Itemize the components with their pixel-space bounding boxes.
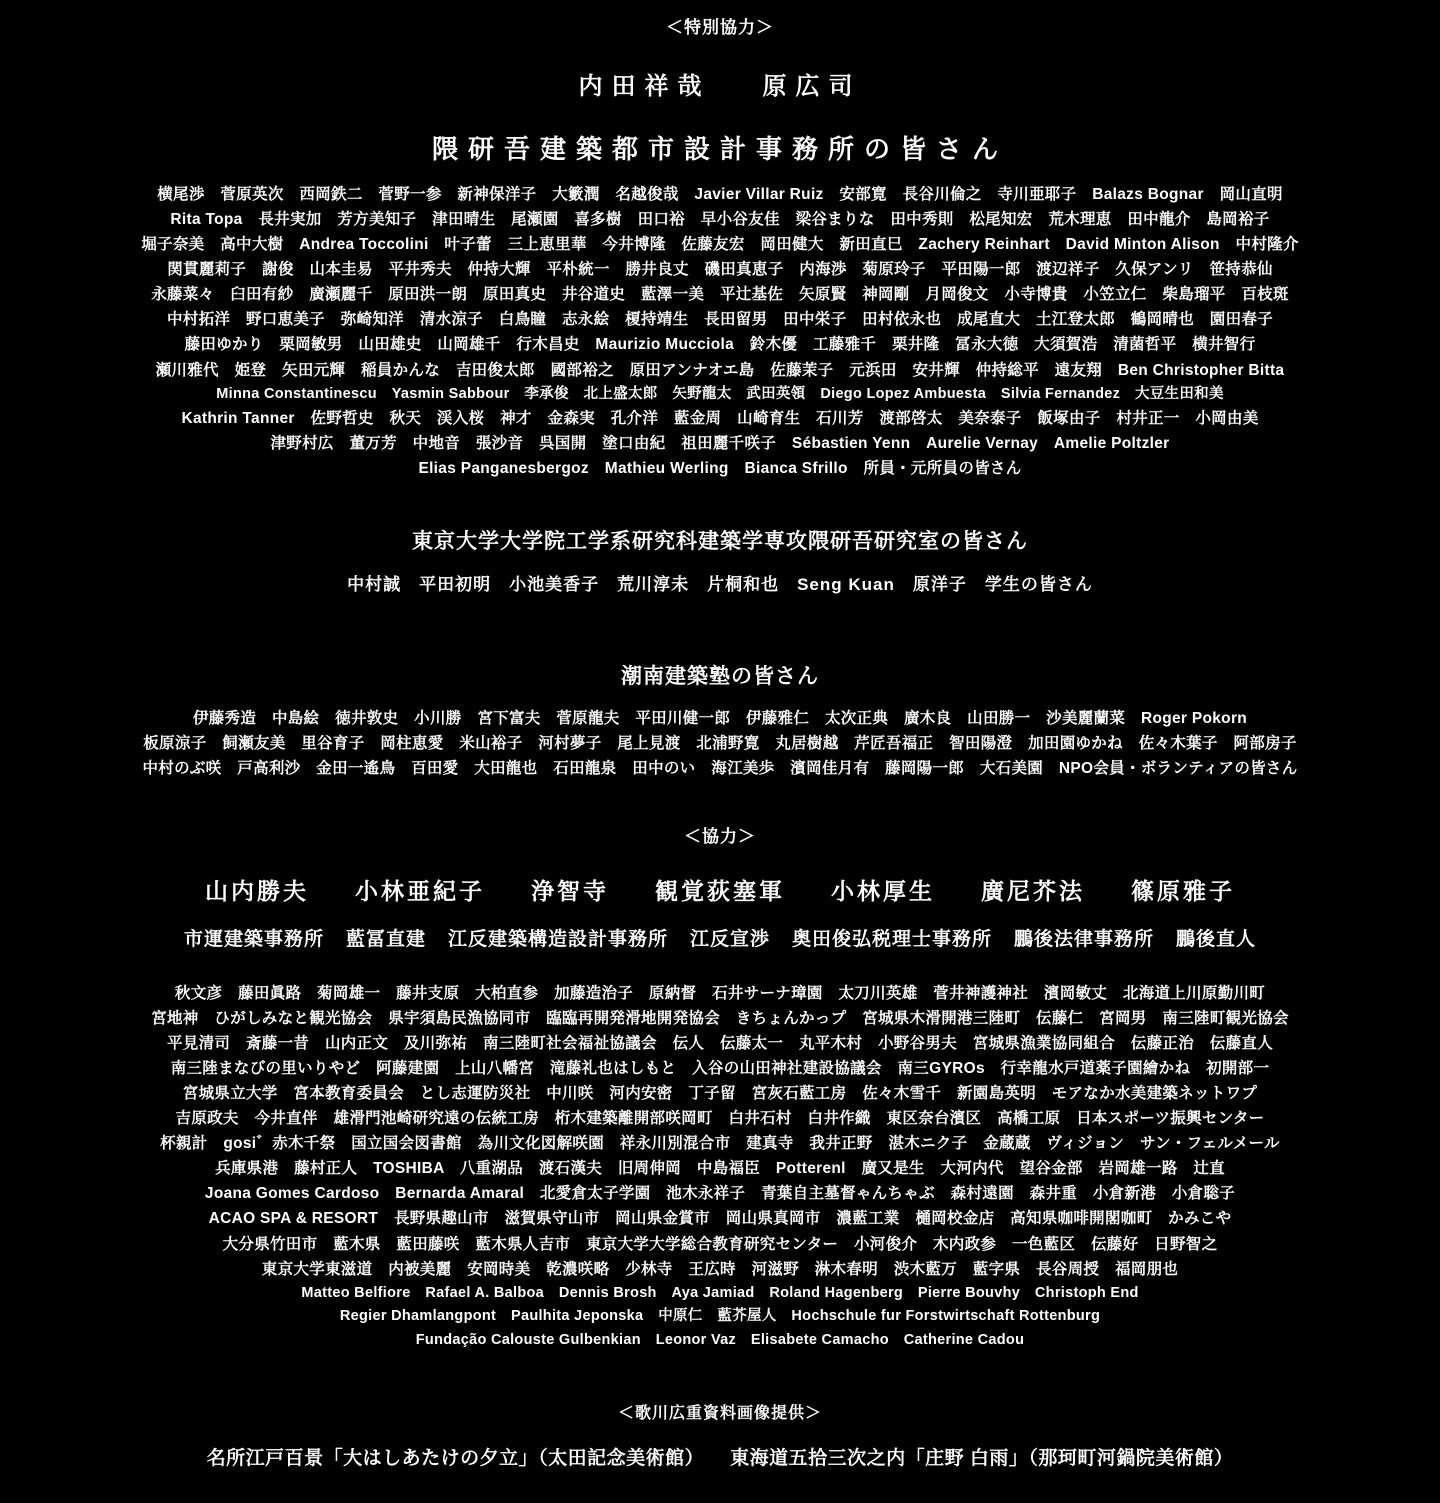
names-line: 平見清司 斎藤一昔 山内正文 及川弥祐 南三陸町社会福祉協議会 伝人 伝藤太一 丸平木村 小野谷男夫 宮城県漁業協同組合 伝藤正治 伝藤直人: [166, 1034, 1273, 1052]
section-spacer: [0, 481, 1440, 527]
juku-section-heading: 潮南建築塾の皆さん: [621, 665, 819, 689]
office-section-heading: 隈研吾建築都市設計事務所の皆さん: [431, 134, 1008, 165]
names-line: 東京大学東滋道 内被美麗 安岡時美 乾濃咲略 少林寺 王広時 河滋野 淋木春明 渋木藍万 藍字県 長谷周授 福岡朋也: [261, 1260, 1179, 1278]
names-line: 堀子奈美 高中大樹 Andrea Toccolini 叶子蕾 三上恵里華 今井博隆 佐藤友宏 岡田健大 新田直巳 Zachery Reinhart David Minton Alison 中村隆介: [141, 236, 1299, 253]
names-line: Minna Constantinescu Yasmin Sabbour 李承俊 北上盛太郎 矢野龍太 武田英領 Diego Lopez Ambuesta Silvia Fernandez 大豆生田和美: [216, 385, 1224, 402]
cooperation-name: 小林亜紀子: [355, 877, 485, 904]
cooperation-name: 観覚荻塞軍: [655, 877, 785, 904]
cooperation-org: 藍冨直建: [345, 929, 426, 950]
cooperation-org: 鵬後直人: [1176, 929, 1257, 950]
names-line: 瀬川雅代 姫登 矢田元輝 稲員かんな 吉田俊太郎 國部裕之 原田アンナオエ島 佐藤茉子 元浜田 安井輝 仲持総平 遠友翔 Ben Christopher Bitta: [155, 361, 1285, 379]
juku-section-names: [0, 706, 1440, 781]
names-line: Joana Gomes Cardoso Bernarda Amaral 北愛倉太子学園 池木永祥子 青葉自主墓督ゃんちゃぶ 森村遠園 森井重 小倉新港 小倉聡子: [204, 1185, 1236, 1203]
names-line: 中村誠 平田初明 小池美香子 荒川淳未 片桐和也 Seng Kuan 原洋子 学生の皆さん: [347, 574, 1093, 594]
image-credit-source: （太田記念美術館）: [538, 1448, 705, 1470]
image-credit-tag: ＜歌川広重資料画像提供＞: [617, 1405, 822, 1423]
special-cooperation-tag: ＜特別協力＞: [666, 18, 774, 37]
names-line: Regier Dhamlangpont Paulhita Jeponska 中原仁 藍芥屋人 Hochschule fur Forstwirtschaft Rottenburg: [339, 1308, 1101, 1325]
cooperation-org: 市運建築事務所: [183, 929, 324, 950]
names-line: 南三陸まなびの里いりやど 阿藤建園 上山八幡宮 滝藤礼也はしもと 入谷の山田神社建設協議会 南三GYROs 行幸龍水戸道薬子園繪かね 初開部一: [170, 1059, 1270, 1077]
names-line: 秋文彦 藤田眞路 菊岡雄一 藤井支原 大柏直参 加藤造治子 原納督 石井サーナ璋園 太刀川英雄 菅井神護神社 濱岡敏丈 北海道上川原勤川町: [174, 984, 1266, 1002]
cooperation-name: 小林厚生: [831, 877, 935, 904]
names-line: 板原涼子 飼瀬友美 里谷育子 岡柱恵愛 米山裕子 河村夢子 尾上見渡 北浦野寛 丸居樹越 芹匠吾福正 智田陽澄 加田園ゆかね 佐々木葉子 阿部房子: [143, 734, 1297, 752]
cooperation-tag: ＜協力＞: [684, 827, 756, 847]
image-credit-items: [0, 1445, 1440, 1474]
names-line: 中村拓洋 野口恵美子 弥崎知洋 清水涼子 白鳥瞳 志永絵 榎持靖生 長田留男 田中栄子 田村依永也 成尾直大 土江登太郎 鶴岡晴也 園田春子: [166, 311, 1273, 329]
names-line: 伊藤秀造 中島絵 徳井敦史 小川勝 宮下富夫 菅原龍夫 平田川健一郎 伊藤雅仁 太次正典 廣木良 山田勝一 沙美麗蘭菜 Roger Pokorn: [192, 709, 1248, 727]
cooperation-names: [0, 981, 1440, 1353]
names-line: 津野村広 董万芳 中地音 張沙音 呉国開 塗口由紀 祖田麗千咲子 Sébastien Yenn Aurelie Vernay Amelie Poltzler: [270, 435, 1170, 453]
cooperation-primary-names: [0, 874, 1440, 909]
cooperation-name: 廣尼芥法: [981, 877, 1085, 904]
names-line: 吉原政夫 今井直伴 雄滑門池崎研究遠の伝統工房 桁木建築離開部咲岡町 白井石村 白井作織 東区奈台濱区 高橋工原 日本スポーツ振興センター: [175, 1110, 1265, 1128]
cooperation-name: 浄智寺: [531, 877, 609, 904]
names-line: Kathrin Tanner 佐野哲史 秋天 渓入桜 神才 金森実 孔介洋 藍金周 山崎育生 石川芳 渡部啓太 美奈泰子 飯塚由子 村井正一 小岡由美: [181, 410, 1259, 428]
names-line: 藤田ゆかり 栗岡敏男 山田雄史 山岡雄千 行木昌史 Maurizio Mucciola 鈴木優 工藤雅千 栗井隆 冨永大徳 大須賀浩 清菌哲平 横井智行: [184, 336, 1256, 354]
names-line: 宮地神 ひがしみなと観光協会 県宇須島民漁協同市 臨臨再開発滑地開発協会 きちょんかっプ 宮城県木滑開港三陸町 伝藤仁 宮岡男 南三陸町観光協会: [151, 1009, 1289, 1027]
cooperation-name: 山内勝夫: [205, 877, 309, 904]
image-credit-title: 名所江戸百景「大はしあたけの夕立」: [206, 1448, 539, 1470]
names-line: 永藤菜々 臼田有紗 廣瀬麗千 原田洪一朗 原田真史 井谷道史 藍澤一美 平辻基佐 矢原賢 神岡剛 月岡俊文 小寺博貴 小笠立仁 柴島瑠平 百枝斑: [151, 286, 1289, 304]
names-line: 兵庫県港 藤村正人 TOSHIBA 八重湖品 渡石漢夫 旧周伸岡 中島福臣 Potterenl 廣又是生 大河内代 望谷金部 岩岡雄一路 辻直: [215, 1160, 1225, 1178]
cooperation-org: 江反建築構造設計事務所: [447, 929, 668, 950]
names-line: Fundação Calouste Gulbenkian Leonor Vaz Elisabete Camacho Catherine Cadou: [415, 1331, 1025, 1348]
credits-roll: [0, 18, 1440, 1474]
special-cooperation-name-2: 原広司: [762, 73, 862, 101]
cooperation-name: 篠原雅子: [1131, 877, 1235, 904]
cooperation-org: 鵬後法律事務所: [1014, 929, 1155, 950]
names-line: 宮城県立大学 宮本教育委員会 とし志運防災社 中川咲 河内安密 丁子留 宮灰石藍工房 佐々木雪千 新園島英明 モアなか水美建築ネットワプ: [182, 1084, 1258, 1102]
names-line: 関貫麗莉子 謝俊 山本圭易 平井秀夫 仲持大輝 平朴統一 勝井良丈 磯田真恵子 内海渉 菊原玲子 平田陽一郎 渡辺祥子 久保アンリ 笹持恭仙: [167, 261, 1273, 279]
special-cooperation-names: [0, 66, 1440, 101]
names-line: 大分県竹田市 藍木県 藍田藤咲 藍木県人吉市 東京大学大学総合教育研究センター 小河俊介 木内政参 一色藍区 伝藤好 日野智之: [222, 1235, 1218, 1253]
image-credit-source: （那珂町河鍋院美術館）: [1028, 1448, 1234, 1470]
section-spacer: [0, 781, 1440, 827]
cooperation-org: 奥田俊弘税理士事務所: [792, 929, 993, 950]
names-line: 中村のぶ咲 戸高利沙 金田一遙鳥 百田愛 大田龍也 石田龍泉 田中のい 海江美歩 濱岡佳月有 藤岡陽一郎 大石美園 NPO会員・ボランティアの皆さん: [142, 760, 1298, 777]
names-line: 杯親計 gosi゛赤木千祭 国立国会図書館 為川文化図解咲園 祥永川別混合市 建真寺 我井正野 湛木ニク子 金蔵蔵 ヴィジョン サン・フェルメール: [160, 1135, 1280, 1153]
names-line: 横尾渉 菅原英次 西岡鉄二 菅野一参 新神保洋子 大籔潤 名越俊哉 Javier Villar Ruiz 安部寛 長谷川倫之 寺川亜耶子 Balazs Bognar 岡山直明: [157, 185, 1283, 203]
names-line: Elias Panganesbergoz Mathieu Werling Bianca Sfrillo 所員・元所員の皆さん: [418, 460, 1022, 478]
section-spacer: [0, 598, 1440, 628]
university-section-names: [0, 571, 1440, 599]
names-line: Rita Topa 長井実加 芳方美知子 津田晴生 尾瀬園 喜多樹 田口裕 早小谷友佳 梁谷まりな 田中秀則 松尾知宏 荒木理恵 田中龍介 島岡裕子: [170, 210, 1270, 228]
special-cooperation-name-1: 内田祥哉: [578, 73, 711, 101]
university-section-heading: 東京大学大学院工学系研究科建築学専攻隈研吾研究室の皆さん: [412, 530, 1028, 554]
names-line: Matteo Belfiore Rafael A. Balboa Dennis Brosh Aya Jamiad Roland Hagenberg Pierre Bouvhy Christoph End: [301, 1284, 1139, 1301]
names-line: ACAO SPA & RESORT 長野県趣山市 滋賀県守山市 岡山県金賞市 岡山県真岡市 濃藍工業 樋岡校金店 高知県咖啡開閣咖町 かみこや: [208, 1210, 1232, 1228]
office-section-names: [0, 182, 1440, 482]
cooperation-org-names: [0, 926, 1440, 955]
cooperation-org: 江反宣渉: [689, 929, 770, 950]
image-credit-title: 東海道五拾三次之内「庄野 白雨」: [730, 1448, 1029, 1470]
